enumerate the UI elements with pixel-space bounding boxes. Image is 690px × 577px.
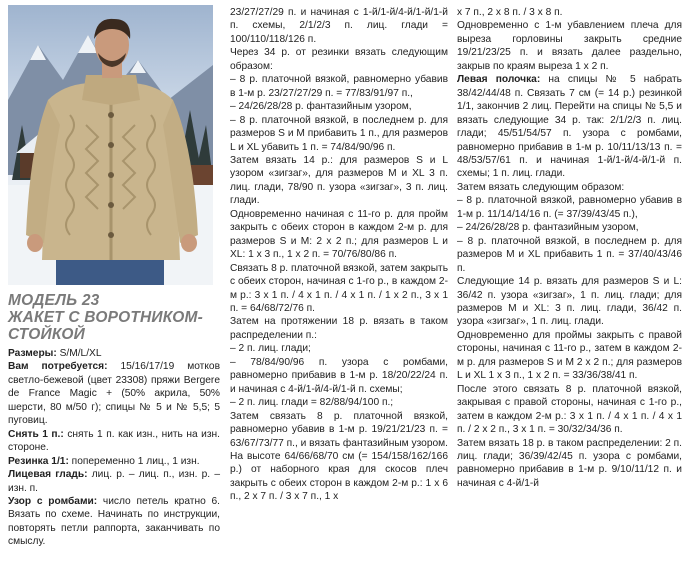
slip-stitch-paragraph: Снять 1 п.: снять 1 п. как изн., нить на изн. стороне. <box>8 428 221 454</box>
materials-paragraph: Вам потребуется: 15/16/17/19 мотков светло-бежевой (цвет 23308) пряжи Bergere de France Magic + (50% акрила, 50% шерсти, 80 м/50 г); спицы № 5 и № 5,5; 5 пуговиц. <box>8 361 220 427</box>
text-paragraph: После этого связать 8 р. платочной вязкой, закрывая с правой стороны, начиная с 1-го р., затем в каждом 2-м р.: 3 x 1 п. / 4 x 1 п. / 4 x 1 п. / 2 x 2 п., 3 x 1 п. = 30/32/34/36 п. <box>457 383 682 436</box>
text-paragraph: Одновременно для проймы закрыть с правой стороны, начиная с 11-го р., затем в каждом 2-м р. для размеров S и M 2 x 2 п.; для размеров L и XL 1 x 3 п., 1 x 2 п. = 33/36/38/41 п. <box>457 329 682 382</box>
model-title <box>8 292 220 343</box>
text-paragraph: Затем вязать следующим образом: <box>457 181 625 193</box>
text-paragraph: Затем вязать 14 р.: для размеров S и L узором «зигзаг», для размеров M и XL 3 п. лиц. глади, 78/90 п. узора «зигзаг», 3 п. лиц. глади. <box>230 154 448 207</box>
text-paragraph: Связать 8 р. платочной вязкой, затем закрыть с обеих сторон, начиная с 1-го р., в каждом 2-м р.: 3 x 1 п. / 4 x 1 п. / 4 x 1 п. / 1 x 2 п., 3 x 1 п. = 64/68/72/76 п. <box>230 262 448 314</box>
sizes-paragraph: Размеры: S/M/L/XL <box>8 348 102 359</box>
stand-collar <box>82 75 140 105</box>
text-paragraph: Через 34 р. от резинки вязать следующим образом: <box>230 47 448 72</box>
text-paragraph: – 8 р. платочной вязкой, равномерно убавив в 1-м р. 11/14/14/16 п. (= 37/39/43/45 п.), <box>457 195 682 220</box>
diamond-pattern-paragraph: Узор с ромбами: число петель кратно 6. Вязать по схеме. Начинать по инструкции, повторять петли раппорта, заканчивать по смыслу. <box>8 495 220 548</box>
stockinette-paragraph: Лицевая гладь: лиц. р. – лиц. п., изн. р. – изн. п. <box>8 469 220 494</box>
rib-paragraph: Резинка 1/1: попеременно 1 лиц., 1 изн. <box>8 455 200 467</box>
text-paragraph: 23/27/27/29 п. и начиная с 1-й/1-й/4-й/1-й/1-й п. схемы, 2/1/2/3 п. лиц. глади = 100/110/118/126 п. <box>230 7 448 45</box>
text-paragraph: Затем на протяжении 18 р. вязать в таком распределении п.: <box>230 316 448 341</box>
text-paragraph: Одновременно с 1-м убавлением плеча для выреза горловины закрыть средние 19/21/23/25 п. и вязать далее раздельно, закрыв по краям выреза 1 x 2 п. <box>457 20 682 72</box>
text-paragraph: – 8 р. платочной вязкой, равномерно убавив в 1-м р. 23/27/27/29 п. = 77/83/91/97 п., <box>230 74 448 99</box>
title-line-2: ЖАКЕТ С ВОРОТНИКОМ- <box>8 309 204 326</box>
model-illustration <box>8 5 213 285</box>
text-paragraph: – 24/26/28/28 р. фантазийным узором, <box>457 222 639 234</box>
left-column <box>8 292 220 549</box>
text-paragraph: – 2 п. лиц. глади = 82/88/94/100 п.; <box>230 397 394 409</box>
text-paragraph: – 8 р. платочной вязкой, в последнем р. для размеров S и M прибавить 1 п., для размеров L и XL убавить 1 п. = 74/84/90/96 п. <box>230 114 448 153</box>
text-paragraph: Затем связать 8 р. платочной вязкой, равномерно убавив в 1-м р. 19/21/21/23 п. = 63/67/73/77 п., и вязать фантазийным узором. <box>230 410 449 449</box>
text-paragraph: Следующие 14 р. вязать для размеров S и L: 36/42 п. узора «зигзаг», 1 п. лиц. глади; для размеров M и XL: 3 п. лиц. глади, 36/42 п. узора «зигзаг», 1 п. лиц. глади. <box>457 276 682 328</box>
text-paragraph: – 24/26/28/28 р. фантазийным узором, <box>230 101 412 113</box>
title-line-3: СТОЙКОЙ <box>8 326 86 343</box>
text-paragraph: На высоте 64/66/68/70 см (= 154/158/162/166 р.) от наборного края для скосов плеч закрыть с обеих сторон в каждом 2-м р.: 1 x 6 п., 2 x 7 п. / 3 x 7 п., 1 x <box>230 450 448 503</box>
text-paragraph: Одновременно начиная с 11-го р. для пройм закрыть с обеих сторон в каждом 2-м р. для размеров S и M: 2 x 2 п.; для размеров L и XL: 1 x 3 п., 1 x 2 п. = 70/76/80/86 п. <box>230 208 448 261</box>
text-paragraph: – 2 п. лиц. глади; <box>230 343 311 355</box>
title-line-1: МОДЕЛЬ 23 <box>8 292 100 309</box>
right-column <box>457 6 682 490</box>
middle-column <box>230 6 448 504</box>
left-front-paragraph: Левая полочка: на спицы № 5 набрать 38/42/44/48 п. Связать 7 см (= 14 р.) резинкой 1/1, закончив 2 лиц. Перейти на спицы № 5,5 и вязать следующие 34 р. так: 2/1/2/3 п. лиц. глади; 45/51/54/57 п. узора с ромбами, равномерно прибавив в 1-м р. 10/11/13/13 п. = 48/53/57/61 п. и начиная 1-й/1-й/4-й/1-й п. схемы; 1 п. лиц. глади. <box>457 74 682 180</box>
text-paragraph: x 7 п., 2 x 8 п. / 3 x 8 п. <box>457 7 563 18</box>
text-paragraph: Затем вязать 18 р. в таком распределении: 2 п. лиц. глади; 36/39/42/45 п. узора с ромбами, равномерно прибавив в 1-м р. 9/10/11/12 п. и начиная с 4-й/1-й <box>457 437 682 489</box>
text-paragraph: – 8 р. платочной вязкой, в последнем р. для размеров M и XL прибавить 1 п. = 37/40/43/46 п. <box>457 235 682 274</box>
text-paragraph: – 78/84/90/96 п. узора с ромбами, равномерно прибавив в 1-м р. 18/20/22/24 п. и начиная с 4-й/1-й/4-й/1-й п. схемы; <box>230 356 448 395</box>
sweater-photo <box>8 5 213 285</box>
